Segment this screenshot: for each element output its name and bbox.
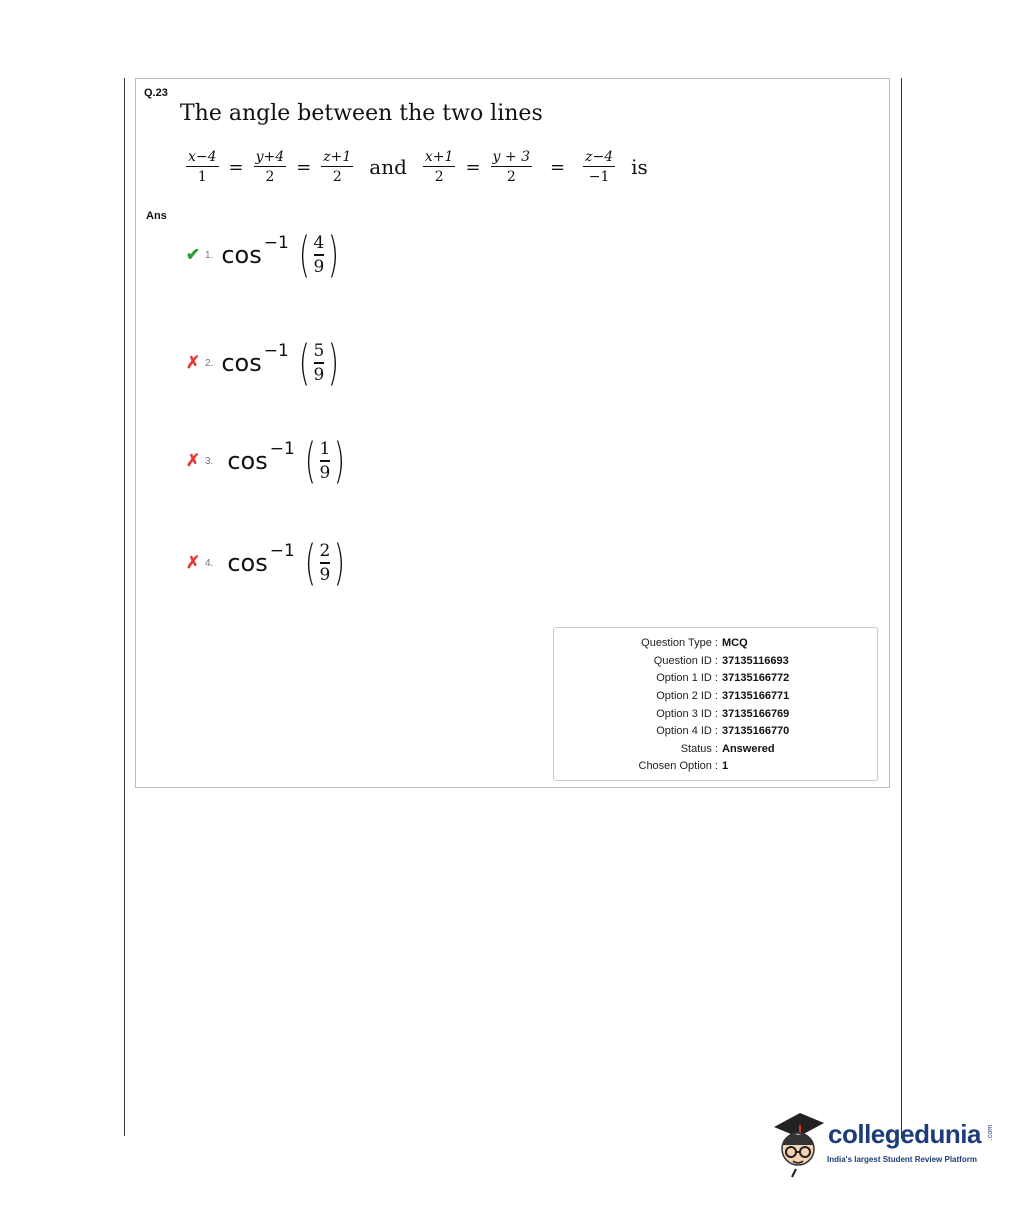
numerator: z−4 (585, 148, 614, 165)
equals-sign: = (550, 156, 566, 178)
collegedunia-logo[interactable] (770, 1105, 1000, 1185)
exponent: −1 (269, 439, 295, 459)
option-number: 1. (205, 249, 214, 261)
info-value: 37135166771 (722, 690, 790, 702)
info-value: 1 (722, 760, 729, 772)
numerator: 1 (319, 439, 331, 459)
question-number: Q.23 (144, 87, 168, 99)
info-label: Option 3 ID : (656, 708, 718, 720)
logo-suffix: .com (987, 1124, 995, 1141)
option-expression (227, 433, 349, 489)
denominator: 2 (434, 168, 444, 185)
info-row (554, 637, 854, 649)
option-1[interactable] (184, 227, 343, 283)
numerator: z+1 (323, 148, 352, 165)
parenthesized-fraction (295, 227, 343, 283)
denominator: 9 (319, 463, 331, 483)
numerator: y+4 (255, 148, 285, 165)
info-row (554, 760, 854, 772)
info-label: Status : (680, 743, 718, 755)
denominator: 1 (197, 168, 207, 185)
info-row (554, 655, 854, 667)
equals-sign: = (228, 156, 244, 178)
cross-icon: ✗ (185, 353, 201, 372)
checkmark-icon: ✔ (185, 245, 201, 264)
fraction (321, 148, 353, 187)
fraction-bar (314, 254, 324, 256)
equals-sign: = (465, 156, 481, 178)
numerator: 2 (319, 541, 331, 561)
parenthesized-fraction (301, 433, 349, 489)
fraction-bar (320, 460, 330, 462)
function-name: cos (221, 349, 262, 377)
info-row (554, 743, 854, 755)
fraction (320, 541, 331, 585)
function-name: cos (227, 549, 268, 577)
left-paren: ( (298, 227, 310, 283)
logo-wordmark: collegedunia (828, 1119, 981, 1149)
info-row (554, 690, 854, 702)
answer-label: Ans (146, 210, 167, 222)
right-paren: ) (334, 535, 346, 591)
info-value: Answered (722, 743, 775, 755)
fraction (314, 341, 325, 385)
denominator: 9 (313, 365, 325, 385)
right-border-line (901, 78, 902, 1138)
numerator: y + 3 (492, 148, 530, 165)
left-border-line (124, 78, 125, 1136)
info-value: 37135166772 (722, 672, 790, 684)
info-label: Question Type : (641, 637, 718, 649)
question-text: The angle between the two lines (180, 101, 543, 126)
fraction (423, 148, 456, 187)
info-value: MCQ (722, 637, 748, 649)
info-value: 37135166770 (722, 725, 790, 737)
left-paren: ( (304, 433, 316, 489)
option-number: 3. (205, 455, 214, 467)
fraction-bar (314, 362, 324, 364)
parenthesized-fraction (295, 335, 343, 391)
info-label: Chosen Option : (638, 760, 718, 772)
right-paren: ) (328, 335, 340, 391)
option-number: 2. (205, 357, 214, 369)
info-row (554, 672, 854, 684)
left-paren: ( (304, 535, 316, 591)
right-paren: ) (334, 433, 346, 489)
fraction (314, 233, 325, 277)
info-row (554, 725, 854, 737)
numerator: 5 (313, 341, 325, 361)
info-label: Option 4 ID : (656, 725, 718, 737)
denominator: 2 (265, 168, 275, 185)
info-row (554, 708, 854, 720)
question-info-box (553, 627, 878, 781)
connector-word: and (369, 155, 407, 179)
parenthesized-fraction (301, 535, 349, 591)
info-label: Option 1 ID : (656, 672, 718, 684)
left-paren: ( (298, 335, 310, 391)
numerator: x−4 (188, 148, 217, 165)
exponent: −1 (269, 541, 295, 561)
question-equation (180, 145, 658, 189)
cross-icon: ✗ (185, 553, 201, 572)
mascot-icon (770, 1105, 826, 1181)
fraction (254, 148, 287, 187)
denominator: 2 (332, 168, 342, 185)
right-paren: ) (328, 227, 340, 283)
option-4[interactable] (184, 535, 349, 591)
numerator: x+1 (424, 148, 454, 165)
function-name: cos (227, 447, 268, 475)
option-expression (227, 535, 349, 591)
fraction (186, 148, 219, 187)
fraction (583, 148, 615, 187)
fraction-bar (320, 562, 330, 564)
denominator: −1 (588, 168, 610, 185)
numerator: 4 (313, 233, 325, 253)
fraction (491, 148, 532, 187)
info-value: 37135166769 (722, 708, 790, 720)
info-label: Option 2 ID : (656, 690, 718, 702)
exponent: −1 (263, 233, 289, 253)
option-expression (221, 335, 343, 391)
info-label: Question ID : (653, 655, 718, 667)
cross-icon: ✗ (185, 451, 201, 470)
logo-tagline: India's largest Student Review Platform (827, 1155, 977, 1164)
option-2[interactable] (184, 335, 343, 391)
exponent: −1 (263, 341, 289, 361)
suffix-word: is (631, 155, 648, 179)
equals-sign: = (296, 156, 312, 178)
fraction (320, 439, 331, 483)
option-number: 4. (205, 557, 214, 569)
denominator: 2 (506, 168, 516, 185)
denominator: 9 (319, 565, 331, 585)
option-expression (221, 227, 343, 283)
function-name: cos (221, 241, 262, 269)
denominator: 9 (313, 257, 325, 277)
option-3[interactable] (184, 433, 349, 489)
info-value: 37135116693 (722, 655, 789, 667)
